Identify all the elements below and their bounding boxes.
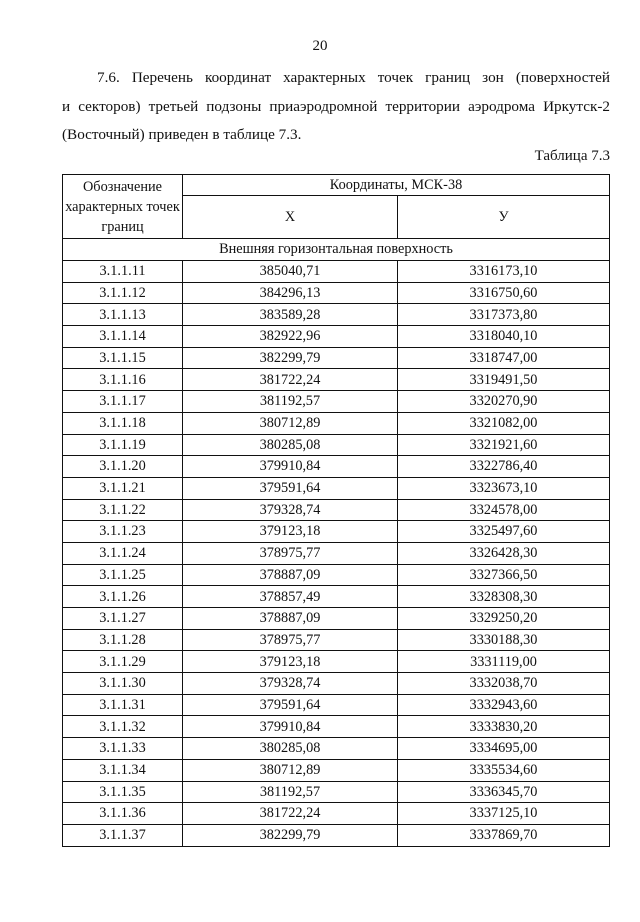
x-coordinate-cell: 378975,77 [183,629,398,651]
coordinates-table [62,174,610,847]
x-coordinate-cell: 381192,57 [183,391,398,413]
table-row [63,369,610,391]
table-row [63,412,610,434]
y-coordinate-cell: 3318747,00 [398,347,610,369]
x-coordinate-cell: 382922,96 [183,326,398,348]
y-coordinate-cell: 3332943,60 [398,694,610,716]
x-coordinate-cell: 378887,09 [183,564,398,586]
table-row [63,738,610,760]
header-point-designation: Обозначение характерных точек границ [63,175,183,239]
table-row [63,542,610,564]
y-coordinate-cell: 3332038,70 [398,673,610,695]
point-code-cell: 3.1.1.26 [63,586,183,608]
x-coordinate-cell: 381192,57 [183,781,398,803]
x-coordinate-cell: 379123,18 [183,651,398,673]
x-coordinate-cell: 379910,84 [183,456,398,478]
x-coordinate-cell: 379328,74 [183,499,398,521]
y-coordinate-cell: 3321921,60 [398,434,610,456]
table-caption: Таблица 7.3 [534,148,610,164]
table-row [63,326,610,348]
header-coordinates: Координаты, МСК-38 [183,175,610,196]
y-coordinate-cell: 3330188,30 [398,629,610,651]
table-row [63,694,610,716]
table-row [63,629,610,651]
table-row [63,564,610,586]
y-coordinate-cell: 3328308,30 [398,586,610,608]
point-code-cell: 3.1.1.32 [63,716,183,738]
point-code-cell: 3.1.1.20 [63,456,183,478]
table-row [63,673,610,695]
x-coordinate-cell: 382299,79 [183,824,398,846]
point-code-cell: 3.1.1.33 [63,738,183,760]
point-code-cell: 3.1.1.30 [63,673,183,695]
point-code-cell: 3.1.1.27 [63,608,183,630]
table-row [63,521,610,543]
point-code-cell: 3.1.1.24 [63,542,183,564]
point-code-cell: 3.1.1.11 [63,261,183,283]
section-title: Внешняя горизонтальная поверхность [63,239,610,261]
point-code-cell: 3.1.1.23 [63,521,183,543]
x-coordinate-cell: 378857,49 [183,586,398,608]
x-coordinate-cell: 383589,28 [183,304,398,326]
y-coordinate-cell: 3321082,00 [398,412,610,434]
point-code-cell: 3.1.1.37 [63,824,183,846]
point-code-cell: 3.1.1.17 [63,391,183,413]
y-coordinate-cell: 3322786,40 [398,456,610,478]
point-code-cell: 3.1.1.25 [63,564,183,586]
x-coordinate-cell: 382299,79 [183,347,398,369]
y-coordinate-cell: 3335534,60 [398,759,610,781]
x-coordinate-cell: 380285,08 [183,434,398,456]
x-coordinate-cell: 379910,84 [183,716,398,738]
paragraph-line: 7.6. Перечень координат характерных точек границ зон (поверхностей [97,69,610,86]
table-row [63,477,610,499]
y-coordinate-cell: 3327366,50 [398,564,610,586]
x-coordinate-cell: 381722,24 [183,369,398,391]
table-row [63,586,610,608]
x-coordinate-cell: 385040,71 [183,261,398,283]
y-coordinate-cell: 3337869,70 [398,824,610,846]
x-coordinate-cell: 378975,77 [183,542,398,564]
y-coordinate-cell: 3316173,10 [398,261,610,283]
point-code-cell: 3.1.1.16 [63,369,183,391]
y-coordinate-cell: 3336345,70 [398,781,610,803]
table-row [63,391,610,413]
point-code-cell: 3.1.1.35 [63,781,183,803]
y-coordinate-cell: 3317373,80 [398,304,610,326]
intro-paragraph [62,64,610,150]
point-code-cell: 3.1.1.14 [63,326,183,348]
table-row [63,347,610,369]
point-code-cell: 3.1.1.12 [63,282,183,304]
x-coordinate-cell: 379591,64 [183,477,398,499]
header-x: Х [183,196,398,239]
y-coordinate-cell: 3320270,90 [398,391,610,413]
x-coordinate-cell: 381722,24 [183,803,398,825]
table-row [63,282,610,304]
point-code-cell: 3.1.1.22 [63,499,183,521]
point-code-cell: 3.1.1.19 [63,434,183,456]
point-code-cell: 3.1.1.15 [63,347,183,369]
y-coordinate-cell: 3331119,00 [398,651,610,673]
y-coordinate-cell: 3325497,60 [398,521,610,543]
point-code-cell: 3.1.1.34 [63,759,183,781]
table-row [63,434,610,456]
point-code-cell: 3.1.1.36 [63,803,183,825]
x-coordinate-cell: 380712,89 [183,412,398,434]
table-row [63,803,610,825]
table-row [63,608,610,630]
paragraph-line: (Восточный) приведен в таблице 7.3. [62,126,302,143]
y-coordinate-cell: 3323673,10 [398,477,610,499]
table-row [63,781,610,803]
y-coordinate-cell: 3324578,00 [398,499,610,521]
table-row [63,824,610,846]
table-row [63,456,610,478]
table-row [63,499,610,521]
table-row [63,261,610,283]
point-code-cell: 3.1.1.13 [63,304,183,326]
x-coordinate-cell: 380712,89 [183,759,398,781]
y-coordinate-cell: 3333830,20 [398,716,610,738]
y-coordinate-cell: 3334695,00 [398,738,610,760]
table-row [63,651,610,673]
y-coordinate-cell: 3318040,10 [398,326,610,348]
table-row [63,716,610,738]
y-coordinate-cell: 3329250,20 [398,608,610,630]
point-code-cell: 3.1.1.28 [63,629,183,651]
x-coordinate-cell: 378887,09 [183,608,398,630]
y-coordinate-cell: 3326428,30 [398,542,610,564]
y-coordinate-cell: 3319491,50 [398,369,610,391]
x-coordinate-cell: 380285,08 [183,738,398,760]
page-number: 20 [312,38,328,54]
paragraph-line: и секторов) третьей подзоны приаэродромной территории аэродрома Иркутск-2 [62,97,610,115]
x-coordinate-cell: 379123,18 [183,521,398,543]
x-coordinate-cell: 384296,13 [183,282,398,304]
table-row [63,304,610,326]
y-coordinate-cell: 3316750,60 [398,282,610,304]
point-code-cell: 3.1.1.18 [63,412,183,434]
point-code-cell: 3.1.1.29 [63,651,183,673]
y-coordinate-cell: 3337125,10 [398,803,610,825]
point-code-cell: 3.1.1.31 [63,694,183,716]
point-code-cell: 3.1.1.21 [63,477,183,499]
table-row [63,759,610,781]
x-coordinate-cell: 379591,64 [183,694,398,716]
header-y: У [398,196,610,239]
x-coordinate-cell: 379328,74 [183,673,398,695]
